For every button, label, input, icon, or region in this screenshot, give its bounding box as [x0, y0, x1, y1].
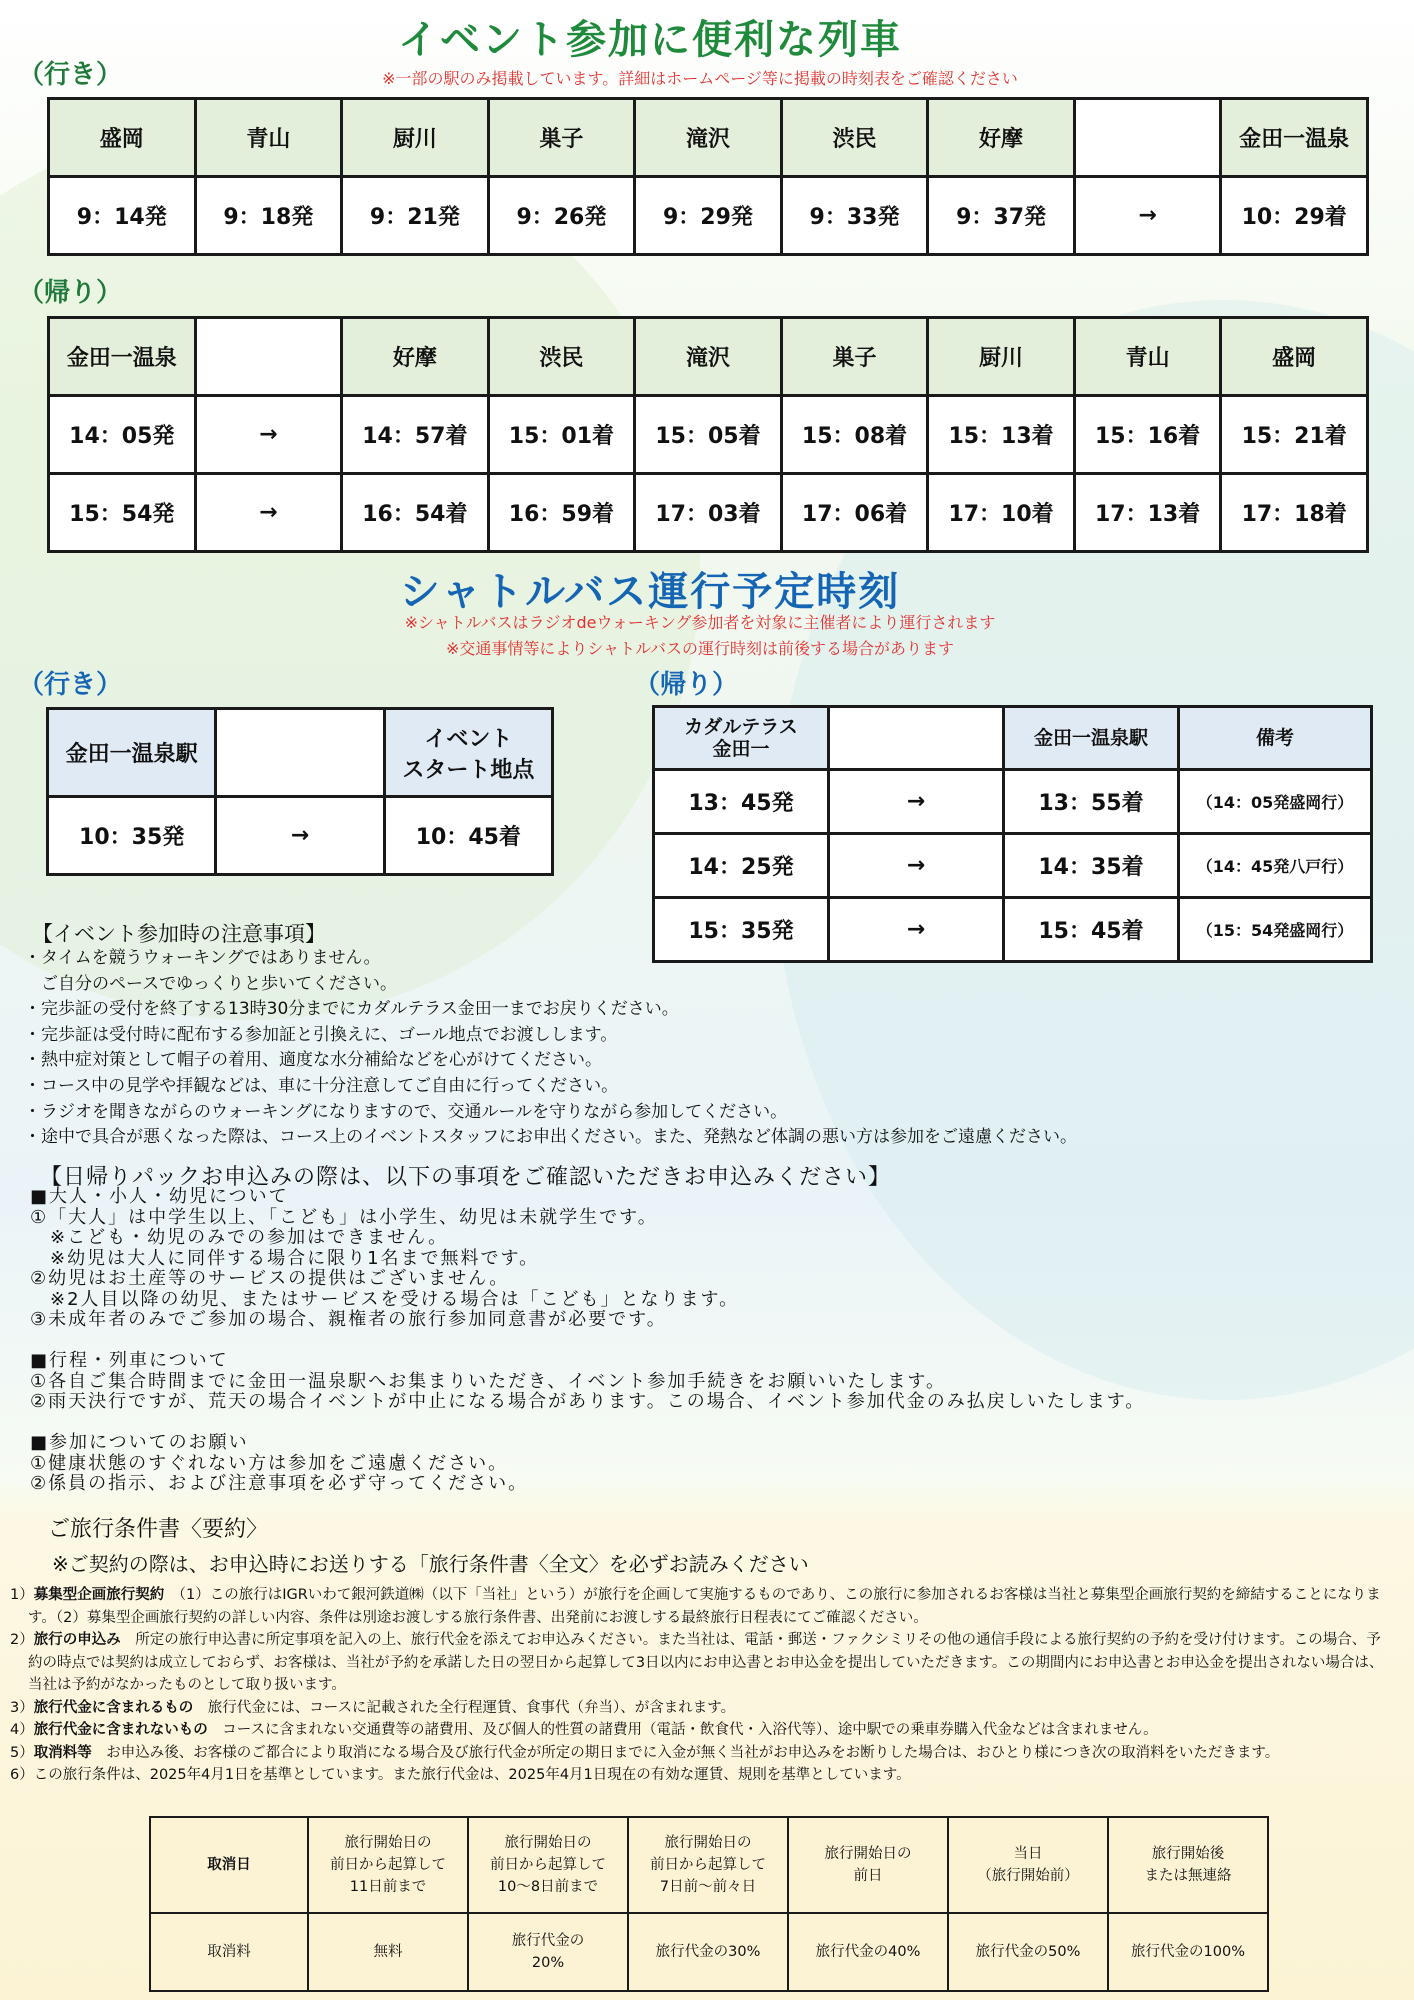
daytrip-list: [30, 1187, 1145, 1495]
terms-item-body: お申込み後、お客様のご都合により取消になる場合及び旅行代金が所定の期日までに入金が無く当社がお申込みをお断りした場合は、おひとり様につき次の取消料をいただきます。: [91, 1744, 1280, 1761]
time-cell: 15：01着: [488, 396, 635, 474]
terms-item: [10, 1719, 1390, 1742]
arrow-cell: →: [829, 898, 1004, 962]
cancel-header-row: [150, 1817, 1268, 1913]
time-cell: 9：37発: [928, 177, 1075, 255]
arrow-cell: →: [195, 396, 342, 474]
cancel-cell: 旅行開始日の 前日から起算して 11日前まで: [308, 1817, 468, 1913]
header-cell: 盛岡: [1221, 318, 1368, 396]
text-line: [30, 1413, 1145, 1434]
header-cell: 金田一温泉: [49, 318, 196, 396]
train-title: イベント参加に便利な列車: [398, 17, 902, 63]
time-cell: 14：25発: [654, 834, 829, 898]
time-cell: 17：03着: [635, 474, 782, 552]
cancel-fee-row: [150, 1913, 1268, 1991]
time-cell: （14：05発盛岡行）: [1179, 770, 1372, 834]
text-line: ※幼児は大人に同伴する場合に限り1名まで無料です。: [30, 1247, 540, 1269]
bus-outbound-label: （行き）: [18, 670, 123, 700]
table-header-row: [49, 318, 1368, 396]
text-line: ※2人目以降の幼児、またはサービスを受ける場合は「こども」となります。: [30, 1288, 740, 1310]
terms-item-heading: 旅行代金に含まれないもの: [33, 1722, 208, 1738]
cancel-cell: 旅行代金の50%: [948, 1913, 1108, 1991]
header-cell: 金田一温泉: [1221, 99, 1368, 177]
text-line: ①「大人」は中学生以上、「こども」は小学生、幼児は未就学生です。: [30, 1206, 658, 1228]
table-row: [654, 770, 1372, 834]
time-cell: 9：33発: [781, 177, 928, 255]
cancel-cell: 旅行開始日の 前日から起算して 10〜8日前まで: [468, 1817, 628, 1913]
terms-item-heading: 取消料等: [33, 1744, 92, 1761]
time-cell: 17：13着: [1074, 474, 1221, 552]
time-cell: 9：26発: [488, 177, 635, 255]
time-cell: 9：21発: [342, 177, 489, 255]
terms-item-number: 4）: [10, 1722, 34, 1738]
header-cell: 滝沢: [635, 318, 782, 396]
terms-item-number: 6）: [10, 1767, 34, 1783]
arrow-cell: →: [1074, 177, 1221, 255]
terms-item-heading: 旅行代金に含まれるもの: [33, 1699, 194, 1716]
cancel-fee-table: [149, 1816, 1269, 1992]
arrow-cell: →: [829, 834, 1004, 898]
time-cell: 15：45着: [1004, 898, 1179, 962]
text-line: ③未成年者のみでご参加の場合、親権者の旅行参加同意書が必要です。: [30, 1309, 667, 1330]
header-cell: 巣子: [488, 99, 635, 177]
header-cell: 備考: [1179, 707, 1372, 770]
cancel-cell: 無料: [308, 1913, 468, 1991]
table-row: [654, 834, 1372, 898]
header-cell: 渋民: [781, 99, 928, 177]
text-line: ・熱中症対策として帽子の着用、適度な水分補給などを心がけてください。: [24, 1050, 602, 1071]
terms-item-body: 旅行代金には、コースに記載された全行程運賃、食事代（弁当）、が含まれます。: [193, 1699, 736, 1716]
arrow-cell: →: [195, 474, 342, 552]
header-cell: 厨川: [342, 99, 489, 177]
header-cell: 金田一温泉駅: [48, 709, 216, 797]
time-cell: 15：16着: [1074, 396, 1221, 474]
time-cell: 17：18着: [1221, 474, 1368, 552]
header-cell: 巣子: [781, 318, 928, 396]
bus-note-1: ※シャトルバスはラジオdeウォーキング参加者を対象に主催者により運行されます: [404, 613, 996, 632]
time-cell: 13：55着: [1004, 770, 1179, 834]
text-line: ・タイムを競うウォーキングではありません。: [24, 948, 381, 968]
header-cell: 渋民: [488, 318, 635, 396]
arrow-cell: →: [216, 797, 384, 875]
time-cell: （15：54発盛岡行）: [1179, 898, 1372, 962]
time-cell: 14：35着: [1004, 834, 1179, 898]
terms-item-number: 3）: [10, 1699, 34, 1716]
cancel-cell: 旅行開始日の 前日から起算して 7日前〜前々日: [628, 1817, 788, 1913]
table-row: [49, 177, 1368, 255]
table-row: [48, 797, 553, 875]
text-line: ■大人・小人・幼児について: [30, 1186, 289, 1207]
terms-item-heading: 募集型企画旅行契約: [33, 1587, 165, 1603]
header-cell: 厨川: [928, 318, 1075, 396]
terms-item-number: 2）: [10, 1632, 34, 1648]
notes-list: [24, 946, 1077, 1151]
terms-item-body: 所定の旅行申込書に所定事項を記入の上、旅行代金を添えてお申込みください。また当社は、電話・郵送・ファクシミリその他の通信手段による旅行契約の予約を受け付けます。この場合、予約の時点では契約は成立しておらず、お客様は、当社が予約を承諾した日の翌日から起算して3日以内にお申込書とお申込金を提出していただきます。この期間内にお申込書とお申込金を提出されない場合は、当社は予約がなかったものとして取り扱います。: [28, 1632, 1384, 1693]
text-line: ・ラジオを聞きながらのウォーキングになりますので、交通ルールを守りながら参加してください。: [24, 1101, 788, 1122]
text-line: [30, 1331, 1145, 1352]
cancel-cell: 旅行代金の40%: [788, 1913, 948, 1991]
blank-header-cell: [1074, 99, 1221, 177]
cancel-cell: 旅行開始後 または無連絡: [1108, 1817, 1268, 1913]
time-cell: 15：21着: [1221, 396, 1368, 474]
bus-return-table: [652, 705, 1373, 963]
header-cell: 好摩: [342, 318, 489, 396]
cancel-cell: 旅行代金の100%: [1108, 1913, 1268, 1991]
text-line: ・完歩証は受付時に配布する参加証と引換えに、ゴール地点でお渡しします。: [24, 1024, 618, 1045]
text-line: ・途中で具合が悪くなった際は、コース上のイベントスタッフにお申出ください。また、発熱など体調の悪い方は参加をご遠慮ください。: [24, 1127, 1077, 1148]
time-cell: 15：35発: [654, 898, 829, 962]
terms-item: [10, 1629, 1390, 1697]
train-outbound-label: （行き）: [18, 60, 123, 90]
time-cell: 15：08着: [781, 396, 928, 474]
text-line: ご自分のペースでゆっくりと歩いてください。: [24, 973, 397, 994]
text-line: ■行程・列車について: [30, 1350, 229, 1371]
time-cell: 9：29発: [635, 177, 782, 255]
terms-subtitle: ※ご契約の際は、お申込時にお送りする「旅行条件書〈全文〉を必ずお読みください: [52, 1552, 809, 1576]
text-line: ②幼児はお土産等のサービスの提供はございません。: [30, 1268, 510, 1289]
time-cell: 13：45発: [654, 770, 829, 834]
text-line: ②雨天決行ですが、荒天の場合イベントが中止になる場合があります。この場合、イベント参加代金のみ払戻しいたします。: [30, 1391, 1146, 1412]
notes-title: 【イベント参加時の注意事項】: [32, 922, 326, 946]
header-cell: 好摩: [928, 99, 1075, 177]
cancel-cell: 旅行開始日の 前日: [788, 1817, 948, 1913]
time-cell: 10：35発: [48, 797, 216, 875]
table-header-row: [654, 707, 1372, 770]
time-cell: 9：14発: [49, 177, 196, 255]
daytrip-title: 【日帰りパックお申込みの際は、以下の事項をご確認いただきお申込みください】: [40, 1165, 892, 1190]
table-row: [49, 474, 1368, 552]
header-cell: 青山: [1074, 318, 1221, 396]
cancel-label-cell: 取消日: [150, 1817, 308, 1913]
train-return-label: （帰り）: [18, 278, 123, 308]
time-cell: 14：05発: [49, 396, 196, 474]
train-note: ※一部の駅のみ掲載しています。詳細はホームページ等に掲載の時刻表をご確認ください: [382, 69, 1018, 88]
terms-item-number: 5）: [10, 1744, 34, 1761]
time-cell: 9：18発: [195, 177, 342, 255]
text-line: ①各自ご集合時間までに金田一温泉駅へお集まりいただき、イベント参加手続きをお願いいたします。: [30, 1370, 946, 1392]
table-header-row: [49, 99, 1368, 177]
terms-list: [10, 1584, 1390, 1787]
time-cell: 15：13着: [928, 396, 1075, 474]
terms-item: [10, 1584, 1390, 1629]
terms-item-heading: 旅行の申込み: [33, 1632, 121, 1648]
bus-note-2: ※交通事情等によりシャトルバスの運行時刻は前後する場合があります: [446, 639, 954, 658]
bus-title: シャトルバス運行予定時刻: [399, 569, 901, 615]
table-header-row: [48, 709, 553, 797]
blank-header-cell: [195, 318, 342, 396]
header-cell: 滝沢: [635, 99, 782, 177]
text-line: ※こども・幼児のみでの参加はできません。: [30, 1227, 449, 1248]
header-cell: イベント スタート地点: [384, 709, 552, 797]
terms-item-body: （1）この旅行はIGRいわて銀河鉄道㈱（以下「当社」という）が旅行を企画して実施するものであり、この旅行に参加されるお客様は当社と募集型企画旅行契約を締結することになります。（2）募集型企画旅行契約の詳しい内容、条件は別途お渡しする旅行条件書、出発前にお渡しする最終旅行日程表にてご確認ください。: [28, 1587, 1381, 1626]
time-cell: 16：59着: [488, 474, 635, 552]
bus-outbound-table: [46, 707, 554, 876]
train-return-table: [47, 316, 1369, 553]
time-cell: 16：54着: [342, 474, 489, 552]
text-line: ①健康状態のすぐれない方は参加をご遠慮ください。: [30, 1452, 509, 1474]
time-cell: 17：06着: [781, 474, 928, 552]
time-cell: 15：54発: [49, 474, 196, 552]
time-cell: （14：45発八戸行）: [1179, 834, 1372, 898]
cancel-cell: 旅行代金の30%: [628, 1913, 788, 1991]
cancel-label-cell: 取消料: [150, 1913, 308, 1991]
terms-item: [10, 1742, 1390, 1765]
train-outbound-table: [47, 97, 1369, 256]
terms-item: [10, 1697, 1390, 1720]
blank-header-cell: [216, 709, 384, 797]
header-cell: カダルテラス 金田一: [654, 707, 829, 770]
terms-item-body: コースに含まれない交通費等の諸費用、及び個人的性質の諸費用（電話・飲食代・入浴代等）、途中駅での乗車券購入代金などは含まれません。: [207, 1722, 1158, 1738]
cancel-cell: 旅行代金の 20%: [468, 1913, 628, 1991]
terms-item-number: 1）: [10, 1587, 34, 1603]
terms-item: [10, 1764, 1390, 1787]
bus-return-label: （帰り）: [634, 670, 739, 700]
time-cell: 10：29着: [1221, 177, 1368, 255]
header-cell: 盛岡: [49, 99, 196, 177]
table-row: [49, 396, 1368, 474]
time-cell: 17：10着: [928, 474, 1075, 552]
terms-title: ご旅行条件書〈要約〉: [48, 1517, 269, 1542]
time-cell: 15：05着: [635, 396, 782, 474]
text-line: ・完歩証の受付を終了する13時30分までにカダルテラス金田一までお戻りください。: [24, 999, 679, 1020]
cancel-cell: 当日 （旅行開始前）: [948, 1817, 1108, 1913]
header-cell: 金田一温泉駅: [1004, 707, 1179, 770]
time-cell: 14：57着: [342, 396, 489, 474]
text-line: ・コース中の見学や拝観などは、車に十分注意してご自由に行ってください。: [24, 1075, 619, 1096]
time-cell: 10：45着: [384, 797, 552, 875]
header-cell: 青山: [195, 99, 342, 177]
terms-item-body: この旅行条件は、2025年4月1日を基準としています。また旅行代金は、2025年4月1日現在の有効な運賃、規則を基準としています。: [33, 1767, 911, 1783]
blank-header-cell: [829, 707, 1004, 770]
text-line: ②係員の指示、および注意事項を必ず守ってください。: [30, 1473, 529, 1494]
arrow-cell: →: [829, 770, 1004, 834]
text-line: ■参加についてのお願い: [30, 1432, 249, 1453]
